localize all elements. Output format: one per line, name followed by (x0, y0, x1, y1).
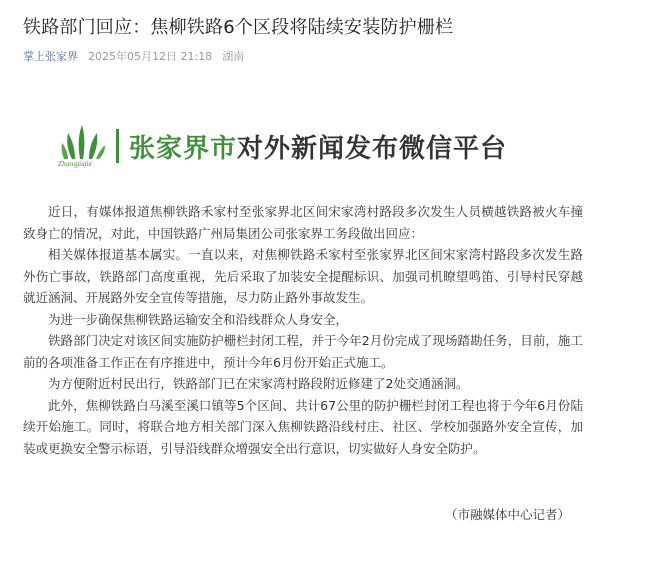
article-title: 铁路部门回应：焦柳铁路6个区段将陆续安装防护栅栏 (23, 17, 454, 38)
logo-wordmark: Zhangjiajie (58, 161, 93, 168)
article-body (23, 201, 583, 459)
reporter-credit: （市融媒体中心记者） (444, 507, 570, 522)
paragraph: 铁路部门决定对该区间实施防护栅栏封闭工程，并于今年2月份完成了现场踏勘任务，目前，施工前的各项准备工作正在有序推进中，预计今年6月份开始正式施工。 (23, 333, 583, 370)
paragraph: 为进一步确保焦柳铁路运输安全和沿线群众人身安全， (48, 311, 349, 327)
paragraph: 相关媒体报道基本属实。一直以来，对焦柳铁路禾家村至张家界北区间宋家湾村路段多次发生路外伤亡事故，铁路部门高度重视，先后采取了加装安全提醒标识、加强司机瞭望鸣笛、引导村民穿越就近涵洞、开展路外安全宣传等措施，尽力防止路外事故发生。 (23, 247, 583, 305)
zhangjiajie-logo-icon (58, 121, 110, 171)
banner-divider (116, 129, 119, 163)
platform-name-city: 张家界市 (129, 133, 238, 164)
platform-banner (58, 116, 548, 176)
paragraph: 近日，有媒体报道焦柳铁路禾家村至张家界北区间宋家湾村路段多次发生人员横越铁路被火车撞致身亡的情况，对此，中国铁路广州局集团公司张家界工务段做出回应： (23, 204, 583, 241)
paragraph: 为方便附近村民出行，铁路部门已在宋家湾村路段附近修建了2处交通涵洞。 (48, 376, 469, 391)
publish-datetime: 2025年05月12日 21:18 (88, 50, 213, 63)
platform-name (129, 128, 507, 165)
article-meta (23, 48, 244, 64)
publish-region: 湖南 (222, 50, 245, 63)
paragraph: 此外，焦柳铁路白马溪至溪口镇等5个区间、共计67公里的防护栅栏封闭工程也将于今年6月份陆续开始施工。同时，将联合地方相关部门深入焦柳铁路沿线村庄、社区、学校加强路外安全宣传，加装或更换安全警示标语，引导沿线群众增强安全出行意识，切实做好人身安全防护。 (23, 397, 583, 456)
source-account-link[interactable]: 掌上张家界 (23, 50, 78, 63)
platform-name-suffix: 对外新闻发布微信平台 (237, 133, 508, 164)
